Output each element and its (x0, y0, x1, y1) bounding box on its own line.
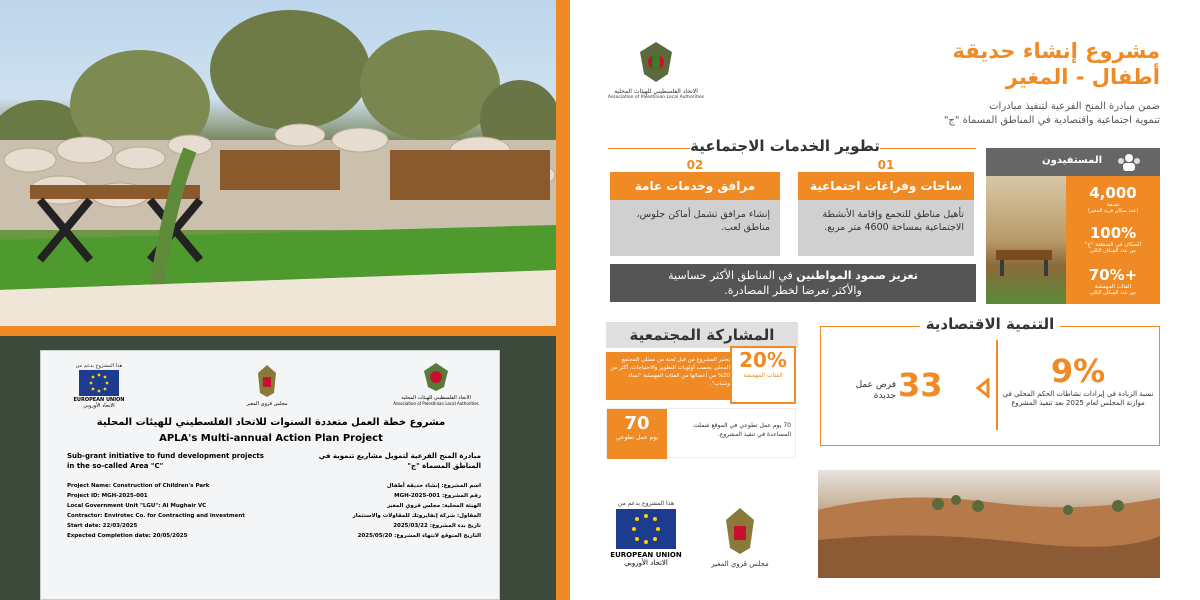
orange-vertical-divider (556, 0, 570, 600)
economic-stat1 (1000, 352, 1156, 408)
beneficiaries-photo (986, 176, 1066, 304)
sign-sub-ar (291, 451, 481, 471)
stat-value: 70%+ (1088, 266, 1138, 284)
footer-eu-name-ar: الاتحاد الأوروبي (624, 559, 668, 567)
economic-divider (996, 340, 998, 430)
economic-stat1-desc: نسبة الزيادة في إيرادات نشاطات الحكم المحلي في موازنة المجلس لعام 2025 بعد تنفيذ المشروع (1002, 390, 1154, 407)
item1-head (798, 158, 974, 198)
banner-line2: والأكثر تعرضا لخطر المصادرة. (724, 284, 862, 297)
banner-rest: في المناطق الأكثر حساسية (668, 269, 793, 282)
stat-sub: (عدد سكان قرية المغير) (1087, 208, 1139, 214)
economic-stat2-desc (846, 380, 896, 402)
park-photo (0, 0, 556, 326)
item1-title: ساحات وفراغات اجتماعية (798, 172, 974, 200)
project-sign (40, 350, 500, 600)
sign-detail-ar: الهيئة المحلية: مجلس قروي المغير (387, 503, 481, 509)
sign-council-block (237, 363, 297, 413)
item2-title: مرافق وخدمات عامة (610, 172, 780, 200)
footer-eu-name: EUROPEAN UNION (610, 551, 682, 559)
community-stat2 (606, 408, 796, 458)
beneficiaries-stats (1066, 176, 1160, 304)
sign-eu-funded: هذا المشروع بدعم من (75, 363, 123, 369)
project-subtitle-line1: ضمن مبادرة المنح الفرعية لتنفيذ مبادرات (989, 101, 1160, 112)
stat-population (1066, 184, 1160, 214)
sign-detail-ar: رقم المشروع: MGH-2025-001 (394, 493, 481, 499)
apla-logo-icon (418, 361, 454, 391)
stat-label: نسمة (1106, 202, 1120, 208)
sign-sub-en-2: in the so-called Area "C" (67, 462, 164, 470)
stat-marginalized (1066, 266, 1160, 296)
social-services-heading-wrap (690, 136, 880, 155)
sign-title-en: APLA's Multi-annual Action Plan Project (159, 433, 383, 444)
sign-detail-ar: اسم المشروع: إنشاء حديقة أطفال (386, 483, 481, 489)
hills-scene (818, 470, 1160, 578)
economic-heading: التنمية الاقتصادية (925, 315, 1055, 333)
sign-detail-en: Project ID: MGH-2025-001 (67, 493, 148, 499)
community-heading: المشاركة المجتمعية (629, 326, 775, 344)
sign-detail-en: Local Government Unit "LGU": Al Mughair VC (67, 503, 207, 509)
economic-stat1-value: 9% (1050, 352, 1106, 390)
eu-flag-icon (79, 370, 119, 396)
community-stat2-desc: 70 يوم عمل تطوعي في الموقع شملت المساعدة في تنفيذ المشروع. (693, 422, 791, 438)
economic-heading-wrap (920, 314, 1060, 333)
beneficiaries-header (986, 148, 1160, 176)
stat-value: 4,000 (1089, 184, 1137, 202)
stat-sub: من عدد السكان الكلي (1090, 290, 1136, 296)
community-stat1-label: الفئات المهمشة (743, 372, 783, 379)
stat-value: 100% (1089, 224, 1137, 242)
bench-photo-scene (986, 176, 1066, 304)
sign-eu-name-ar: الاتحاد الأوروبي (83, 403, 115, 409)
footer-council: مجلس قروي المغير (711, 560, 769, 568)
apla-logo-icon (634, 40, 678, 84)
landscape-photo (818, 470, 1160, 578)
resilience-banner (610, 264, 976, 302)
sign-detail-en: Expected Completion date: 20/05/2025 (67, 533, 188, 539)
project-title (900, 38, 1160, 90)
project-subtitle (880, 100, 1160, 128)
community-stat1-value: 20% (739, 348, 787, 372)
sign-sub-ar-2: المناطق المسماة "ج" (407, 462, 481, 470)
stat-area-c (1066, 224, 1160, 254)
apla-name-ar: الاتحاد الفلسطيني للهيئات المحلية (614, 88, 698, 95)
social-services-heading: تطوير الخدمات الاجتماعية (690, 137, 880, 155)
community-heading-box (606, 322, 798, 348)
eu-flag-icon (616, 509, 676, 549)
banner-bold: تعزيز صمود المواطنين (796, 269, 918, 282)
sign-apla-ar: الاتحاد الفلسطيني للهيئات المحلية (401, 395, 471, 401)
sign-detail-ar: تاريخ بدء المشروع: 2025/03/22 (393, 523, 481, 529)
item1-number: 01 (877, 158, 895, 172)
sign-sub-ar-1: مبادرة المنح الفرعية لتمويل مشاريع تنموية في (318, 452, 481, 460)
chevron-left-icon (974, 378, 992, 398)
footer-eu-block (606, 500, 686, 580)
community-stat2-badge (607, 409, 667, 459)
palestine-eagle-icon (254, 363, 280, 397)
footer-council-block (700, 506, 780, 576)
project-title-line2: أطفال - المغير (1005, 65, 1160, 89)
sign-detail-en: Start date: 22/03/2025 (67, 523, 138, 529)
item2-description: إنشاء مرافق تشمل أماكن جلوس، مناطق لعب. (610, 200, 780, 256)
sign-detail-ar: المقاول: شركة إنفايروتك للمقاولات والاستثمار (352, 513, 481, 519)
sign-eu-name: EUROPEAN UNION (73, 397, 125, 403)
orange-divider (0, 326, 556, 336)
economic-stat2-desc2: جديدة (873, 391, 896, 401)
apla-header-logo (606, 40, 706, 110)
sign-title-ar: مشروع خطة العمل متعددة السنوات للاتحاد الفلسطيني للهيئات المحلية (96, 417, 446, 428)
footer-eu-funded: هذا المشروع بدعم من (618, 500, 674, 507)
community-stat2-label: يوم عمل تطوعي (615, 434, 659, 441)
stat-sub: من عدد السكان الكلي (1090, 248, 1136, 254)
stat-label: السكان في المنطقة "ج" (1084, 242, 1142, 248)
item1-description: تأهيل مناطق للتجمع وإقامة الأنشطة الاجتماعية بمساحة 4600 متر مربع. (798, 200, 974, 256)
item2-number: 02 (686, 158, 704, 172)
sign-eu-block (69, 363, 129, 413)
sign-detail-ar: التاريخ المتوقع لانتهاء المشروع: 2025/05/20 (357, 533, 481, 539)
sign-apla-block (381, 361, 491, 413)
community-stat2-value: 70 (624, 413, 650, 434)
community-stat1-badge (730, 346, 796, 404)
sign-details-ar (291, 481, 481, 541)
sign-detail-en: Project Name: Construction of Children's Park (67, 483, 210, 489)
sign-sub-en (67, 451, 287, 471)
project-subtitle-line2: تنموية اجتماعية واقتصادية في المناطق المسماة "ج" (943, 115, 1160, 126)
economic-stat2 (846, 366, 976, 416)
sign-sub-en-1: Sub-grant initiative to fund development projects (67, 452, 264, 460)
economic-stat2-value: 33 (898, 366, 943, 404)
sign-apla-en: Association of Palestinian Local Authorities (393, 401, 479, 406)
sign-photo (0, 336, 556, 600)
project-title-line1: مشروع إنشاء حديقة (952, 39, 1160, 63)
item2-head (610, 158, 780, 198)
community-stat1-desc: تختير المشروع من قبل لجنة من ممثلي المجتمع المحلي بحسب أولويات التطوير والاحتياجات، أكثر من 20% من أعضائها من الفئات المهمشة "نساء وشباب". (610, 357, 730, 387)
park-scene (0, 0, 556, 326)
sign-details-en (67, 481, 297, 541)
chevron-left-icon (780, 218, 798, 240)
apla-name-en: Association of Palestinian Local Authorities (607, 95, 705, 100)
sign-detail-en: Contractor: Envirotec Co. for Contracting and investment (67, 513, 245, 519)
stat-label: الفئات المهمشة (1094, 284, 1132, 290)
people-icon (1116, 152, 1142, 176)
beneficiaries-heading: المستفيدون (1042, 155, 1102, 166)
palestine-eagle-icon (720, 506, 760, 556)
economic-stat2-desc1: فرص عمل (855, 380, 896, 390)
sign-council: مجلس قروي المغير (246, 401, 288, 407)
